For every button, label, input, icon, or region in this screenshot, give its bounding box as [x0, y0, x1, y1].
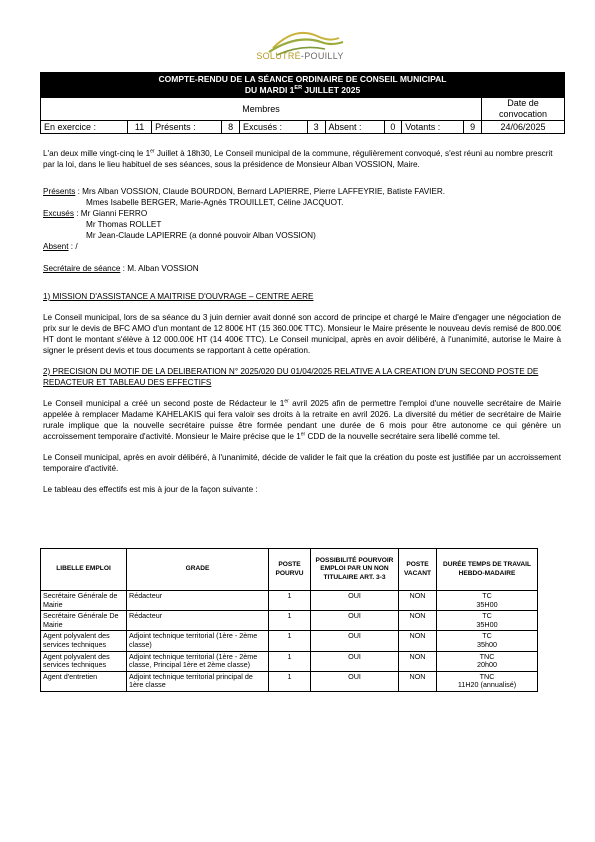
- members-header: Membres: [41, 98, 482, 121]
- cell-duree: TNC 20h00: [437, 651, 538, 671]
- cell-grade: Adjoint technique territorial (1ère - 2ème classe, Principal 1ère et 2ème classe): [127, 651, 269, 671]
- logo-name-part1: SOLUTRÉ: [256, 51, 301, 61]
- cell-vacant: NON: [399, 611, 437, 631]
- table-row: [41, 631, 538, 651]
- cell-vacant: NON: [399, 671, 437, 691]
- cell-pourvu: 1: [269, 671, 311, 691]
- presents-line: Présents : Mrs Alban VOSSION, Claude BOURDON, Bernard LAPIERRE, Pierre LAFFEYRIE, Batiste FAVIER.: [43, 187, 446, 196]
- minutes-body: [43, 148, 561, 495]
- cell-possibilite: OUI: [311, 651, 399, 671]
- col-header-vacant: POSTE VACANT: [399, 549, 437, 591]
- cell-vacant: NON: [399, 591, 437, 611]
- effectifs-table: [40, 548, 538, 692]
- col-header-possibilite: POSSIBILITÉ POURVOIR EMPLOI PAR UN NON TITULAIRE ART. 3-3: [311, 549, 399, 591]
- cell-duree: TNC 11H20 (annualisé): [437, 671, 538, 691]
- presents-line-2: Mmes Isabelle BERGER, Marie-Agnès TROUILLET, Céline JACQUOT.: [86, 198, 344, 207]
- table-row: [41, 591, 538, 611]
- section-2-title: 2) PRECISION DU MOTIF DE LA DELIBERATION N° 2025/020 DU 01/04/2025 RELATIVE A LA CREATION D'UN SECOND POSTE DE REDACTEUR ET TABLEAU DES EFFECTIFS: [43, 367, 539, 387]
- excuses-line: Excusés : Mr Gianni FERRO: [43, 209, 148, 218]
- absent-count-value: 0: [384, 121, 402, 134]
- presents-count-value: 8: [222, 121, 240, 134]
- cell-pourvu: 1: [269, 631, 311, 651]
- cell-emploi: Agent polyvalent des services techniques: [41, 651, 127, 671]
- section-2-paragraph-3: Le tableau des effectifs est mis à jour de la façon suivante :: [43, 485, 258, 494]
- header-table: [40, 72, 565, 134]
- excuses-line-3: Mr Jean-Claude LAPIERRE (a donné pouvoir Alban VOSSION): [86, 231, 316, 240]
- col-header-pourvu: POSTE POURVU: [269, 549, 311, 591]
- cell-emploi: Agent d'entretien: [41, 671, 127, 691]
- absent-line: Absent : /: [43, 242, 78, 251]
- table-row: [41, 651, 538, 671]
- cell-grade: Rédacteur: [127, 611, 269, 631]
- document-title: [41, 73, 565, 98]
- secretaire-line: Secrétaire de séance : M. Alban VOSSION: [43, 264, 199, 273]
- cell-duree: TC 35h00: [437, 631, 538, 651]
- section-2-paragraph-2: Le Conseil municipal, après en avoir délibéré, à l'unanimité, décide de valider le fait que la création du poste est justifiée par un accroissement temporaire d'activité.: [43, 453, 561, 473]
- excuses-count-label: Excusés :: [239, 121, 307, 134]
- en-exercice-value: 11: [128, 121, 152, 134]
- cell-emploi: Secrétaire Générale de Mairie: [41, 591, 127, 611]
- cell-possibilite: OUI: [311, 671, 399, 691]
- cell-pourvu: 1: [269, 651, 311, 671]
- cell-vacant: NON: [399, 631, 437, 651]
- en-exercice-label: En exercice :: [41, 121, 128, 134]
- section-1-title: 1) MISSION D'ASSISTANCE A MAITRISE D'OUVRAGE – CENTRE AERE: [43, 292, 314, 301]
- excuses-count-value: 3: [307, 121, 325, 134]
- cell-pourvu: 1: [269, 591, 311, 611]
- title-line-1: COMPTE-RENDU DE LA SÉANCE ORDINAIRE DE CONSEIL MUNICIPAL: [158, 74, 447, 84]
- cell-vacant: NON: [399, 651, 437, 671]
- absent-count-label: Absent :: [325, 121, 384, 134]
- cell-possibilite: OUI: [311, 631, 399, 651]
- excuses-line-2: Mr Thomas ROLLET: [86, 220, 162, 229]
- votants-value: 9: [464, 121, 482, 134]
- votants-label: Votants :: [402, 121, 464, 134]
- cell-grade: Rédacteur: [127, 591, 269, 611]
- cell-possibilite: OUI: [311, 591, 399, 611]
- title-line-2: DU MARDI 1ER JUILLET 2025: [244, 85, 361, 95]
- presents-count-label: Présents :: [152, 121, 222, 134]
- section-2-paragraph-1: Le Conseil municipal a créé un second poste de Rédacteur le 1er avril 2025 afin de permettre l'emploi d'une nouvelle secrétaire de Mairie appelée à remplacer Madame KAHELAKIS qui fera valoir ses droits à la retraite en avril 2026. La diversité du métier de secrétaire de Mairie rurale implique que la nouvelle secrétaire puisse être formée pendant une durée de 6 mois pour être autonome ce qui génère un accroissement temporaire d'activité. Monsieur le Maire précise que le 1er CDD de la nouvelle secrétaire sera libellé comme tel.: [43, 398, 561, 441]
- section-1-text: Le Conseil municipal, lors de sa séance du 3 juin dernier avait donné son accord de principe et chargé le Maire d'engager une négociation de prix sur le devis de BFC AMO d'un montant de 12 800€ HT (15 360.00€ TTC). Monsieur le Maire présente le nouveau devis remisé de 800.00€ HT dont le montant s'élève à 12 000.00€ HT (14 400€ TTC). Le Conseil municipal, après en avoir délibéré, à l'unanimité, autorise le Maire à signer le présent devis et tous documents se rapportant à cette opération.: [43, 313, 561, 355]
- col-header-grade: GRADE: [127, 549, 269, 591]
- cell-grade: Adjoint technique territorial (1ère - 2ème classe): [127, 631, 269, 651]
- cell-emploi: Agent polyvalent des services techniques: [41, 631, 127, 651]
- cell-emploi: Secrétaire Générale De Mairie: [41, 611, 127, 631]
- cell-pourvu: 1: [269, 611, 311, 631]
- cell-duree: TC 35H00: [437, 591, 538, 611]
- convocation-date-header: Date de convocation: [482, 98, 565, 121]
- col-header-duree: DURÉE TEMPS DE TRAVAIL HEBDO-MADAIRE: [437, 549, 538, 591]
- table-row: [41, 611, 538, 631]
- intro-paragraph: L'an deux mille vingt-cinq le 1er Juillet à 18h30, Le Conseil municipal de la commune, régulièrement convoqué, s'est réuni au nombre prescrit par la loi, dans le lieu habituel de ses séances, sous la présidence de Monsieur Alban VOSSION, Maire.: [43, 148, 553, 169]
- logo-name-part2: -POUILLY: [300, 51, 344, 61]
- logo-wordmark: [240, 51, 360, 61]
- cell-duree: TC 35H00: [437, 611, 538, 631]
- cell-grade: Adjoint technique territorial principal de 1ère classe: [127, 671, 269, 691]
- col-header-emploi: LIBELLE EMPLOI: [41, 549, 127, 591]
- effectifs-header-row: [41, 549, 538, 591]
- cell-possibilite: OUI: [311, 611, 399, 631]
- convocation-date: 24/06/2025: [482, 121, 565, 134]
- table-row: [41, 671, 538, 691]
